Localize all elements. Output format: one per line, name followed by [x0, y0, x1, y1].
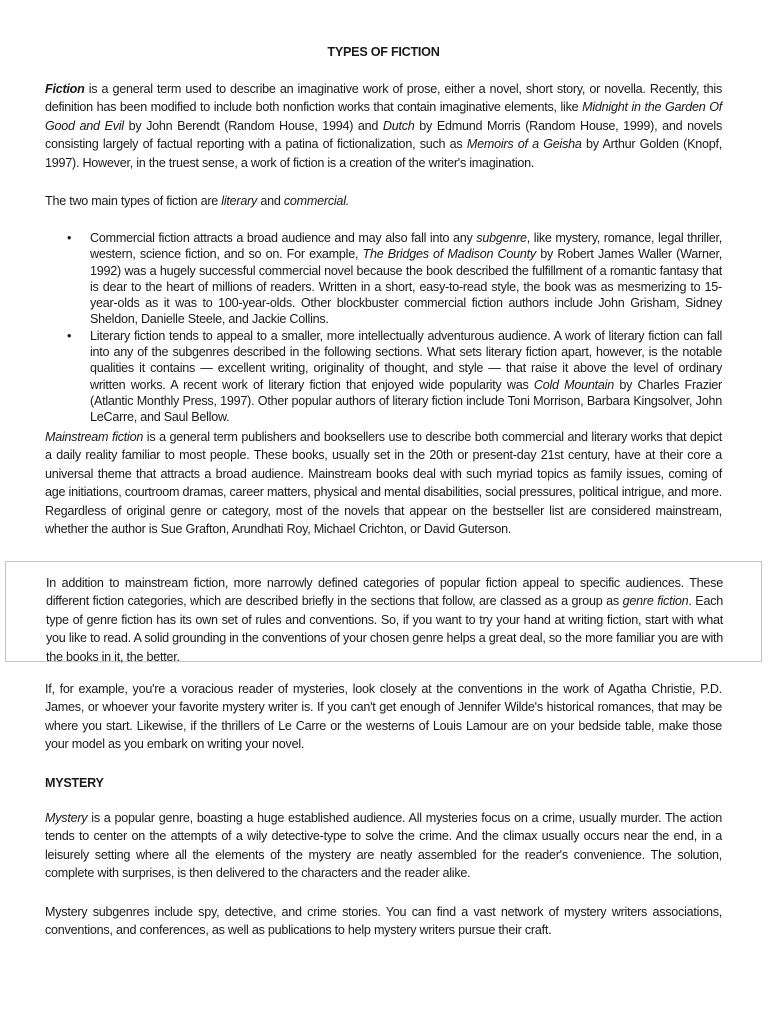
fiction-types-list — [45, 230, 722, 426]
text-run: is a popular genre, boasting a huge established audience. All mysteries focus on a crime, usually murder. The action tends to center on the attempts of a wily detective-type to solve the crime. And the climax usually occurs near the end, in a leisurely setting where all the elements of the mystery are neatly assembled for the reader's convenience. The solution, complete with surprises, is then delivered to the characters and the reader alike. — [45, 811, 722, 881]
italic-title: Cold Mountain — [533, 377, 614, 392]
italic-term: literary — [221, 194, 258, 208]
text-run: by Edmund Morris (Random House, 1999), and novels consisting largely of factual reporting with a patina of fictionalization, such as — [45, 118, 722, 152]
text-run: by Charles Frazier (Atlantic Monthly Press, 1997). Other popular authors of literary fiction include Toni Morrison, Barbara Kingsolver, John LeCarre, and Saul Bellow. — [90, 377, 722, 425]
term-fiction: Fiction — [45, 82, 85, 96]
paragraph-example-readers — [45, 680, 722, 754]
paragraph-mystery-subgenres — [45, 903, 722, 940]
text-run: is a general term publishers and booksellers use to describe both commercial and literary works that depict a daily reality familiar to most people. These books, usually set in the 20th or present-day 21st century, have at their core a universal theme that attracts a broad audience. Mainstream books deal with such myriad topics as family issues, coming of age initiations, courtroom dramas, career matters, physical and mental disabilities, social pressures, political intrigue, and more. Regardless of original genre or category, most of the novels that appear on the bestseller list are considered mainstream, whether the author is Sue Grafton, Arundhati Roy, Michael Crichton, or David Guterson. — [45, 430, 722, 537]
italic-title: Midnight in the Garden Of Good and Evil — [45, 100, 722, 133]
italic-title: Dutch — [382, 118, 415, 133]
paragraph-two-types — [45, 192, 722, 210]
text-run: by Arthur Golden (Knopf, 1997). However, in the truest sense, a work of fiction is a creation of the writer's imagination. — [45, 137, 723, 170]
bullet-glyph: • — [67, 328, 72, 343]
italic-title: The Bridges of Madison County — [362, 247, 536, 262]
italic-title: Memoirs of a Geisha — [466, 137, 582, 152]
section-heading-mystery: MYSTERY — [45, 776, 104, 790]
italic-term: genre fiction — [622, 594, 689, 609]
text-run: . Each type of genre fiction has its own set of rules and conventions. So, if you want to try your hand at writing fiction, start with what you like to read. A solid grounding in the conventions of your chosen genre helps a great deal, so the more familiar you are with the books in it, the better. — [46, 594, 723, 664]
text-run: by John Berendt (Random House, 1994) and — [123, 118, 383, 133]
genre-fiction-callout-box — [5, 561, 762, 662]
paragraph-fiction-definition — [45, 80, 722, 172]
text-run: Literary fiction tends to appeal to a smaller, more intellectually adventurous audience. A work of literary fiction can fall into any of the subgenres described in the following sections. What sets literary fiction apart, however, is the notable qualities it contains — excellent writing, originality of thought, and style — that raise it above the level of ordinary written works. A recent work of literary fiction that enjoyed wide popularity was — [90, 328, 722, 392]
paragraph-mainstream — [45, 428, 722, 538]
italic-term: commercial. — [283, 194, 349, 208]
italic-term: Mystery — [45, 811, 88, 825]
text-run: , like mystery, romance, legal thriller, western, science fiction, and so on. For example, — [90, 231, 722, 262]
text-run: is a general term used to describe an imaginative work of prose, either a novel, short story, or novella. Recently, this definition has been modified to include both nonfiction works that contain imaginative elements, like — [45, 82, 722, 115]
paragraph-mystery — [45, 809, 722, 883]
text-run: If, for example, you're a voracious reader of mysteries, look closely at the conventions in the work of Agatha Christie, P.D. James, or whoever your favorite mystery writer is. If you can't get enough of Jennifer Wilde's historical romances, that may be where you start. Likewise, if the thrillers of Le Carre or the westerns of Louis Lamour are on your bedside table, make those your model as you embark on writing your novel. — [45, 682, 722, 752]
paragraph-genre-fiction — [46, 574, 723, 666]
bullet-glyph: • — [67, 231, 72, 245]
text-run: In addition to mainstream fiction, more narrowly defined categories of popular fiction appeal to specific audiences. These different fiction categories, which are described briefly in the sections that follow, are classed as a group as — [46, 576, 723, 609]
text-run: and — [257, 194, 284, 208]
italic-term: subgenre — [476, 231, 527, 245]
text-run: by Robert James Waller (Warner, 1992) was a hugely successful commercial novel because the book described the fulfillment of a romantic fantasy that is dear to the heart of millions of readers. Written in a short, easy-to-read style, the book was as mesmerizing to 15-year-olds as it was to 100-year-olds. Other blockbuster commercial fiction authors include John Grisham, Sidney Sheldon, Danielle Steele, and Jackie Collins. — [90, 247, 723, 327]
text-run: Mystery subgenres include spy, detective, and crime stories. You can find a vast network of mystery writers associations, conventions, and conferences, as well as publications to help mystery writers pursue their craft. — [45, 905, 722, 938]
text-run: Commercial fiction attracts a broad audience and may also fall into any — [90, 231, 477, 245]
list-item-commercial — [45, 230, 722, 328]
italic-term: Mainstream fiction — [45, 430, 144, 444]
page-title: TYPES OF FICTION — [327, 45, 440, 59]
text-run: The two main types of fiction are — [45, 194, 222, 208]
list-item-literary — [45, 328, 722, 426]
